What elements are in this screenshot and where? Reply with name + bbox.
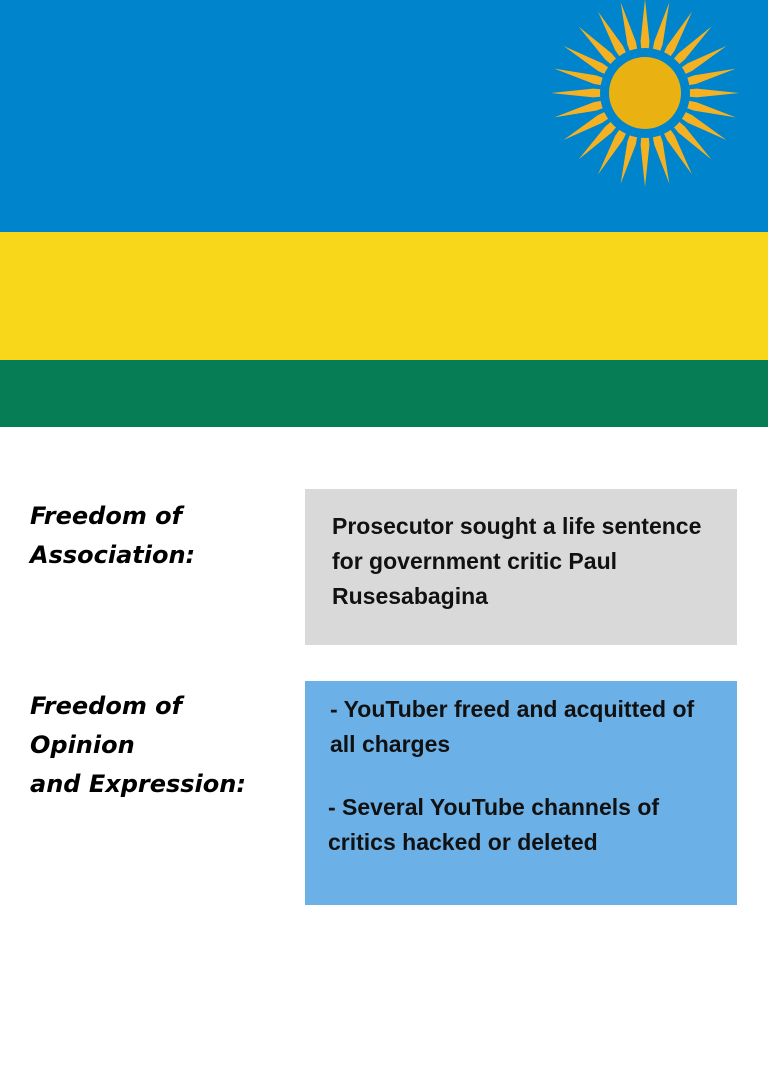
section-label-association: Freedom of Association: bbox=[30, 502, 196, 569]
flag-yellow-stripe bbox=[0, 232, 768, 360]
flag-green-stripe bbox=[0, 360, 768, 427]
section-label-expression: Freedom of Opinion and Expression: bbox=[30, 692, 246, 798]
association-info-box bbox=[305, 489, 737, 645]
sun-icon bbox=[549, 0, 741, 187]
expression-info-item: - YouTuber freed and acquitted of all charges bbox=[330, 696, 695, 757]
sun-core bbox=[609, 57, 681, 129]
expression-info-item: - Several YouTube channels of critics hacked or deleted bbox=[328, 794, 660, 855]
expression-info-box bbox=[305, 681, 737, 905]
rwanda-flag bbox=[0, 0, 768, 427]
association-info-text: Prosecutor sought a life sentence for government critic Paul Rusesabagina bbox=[332, 513, 702, 609]
